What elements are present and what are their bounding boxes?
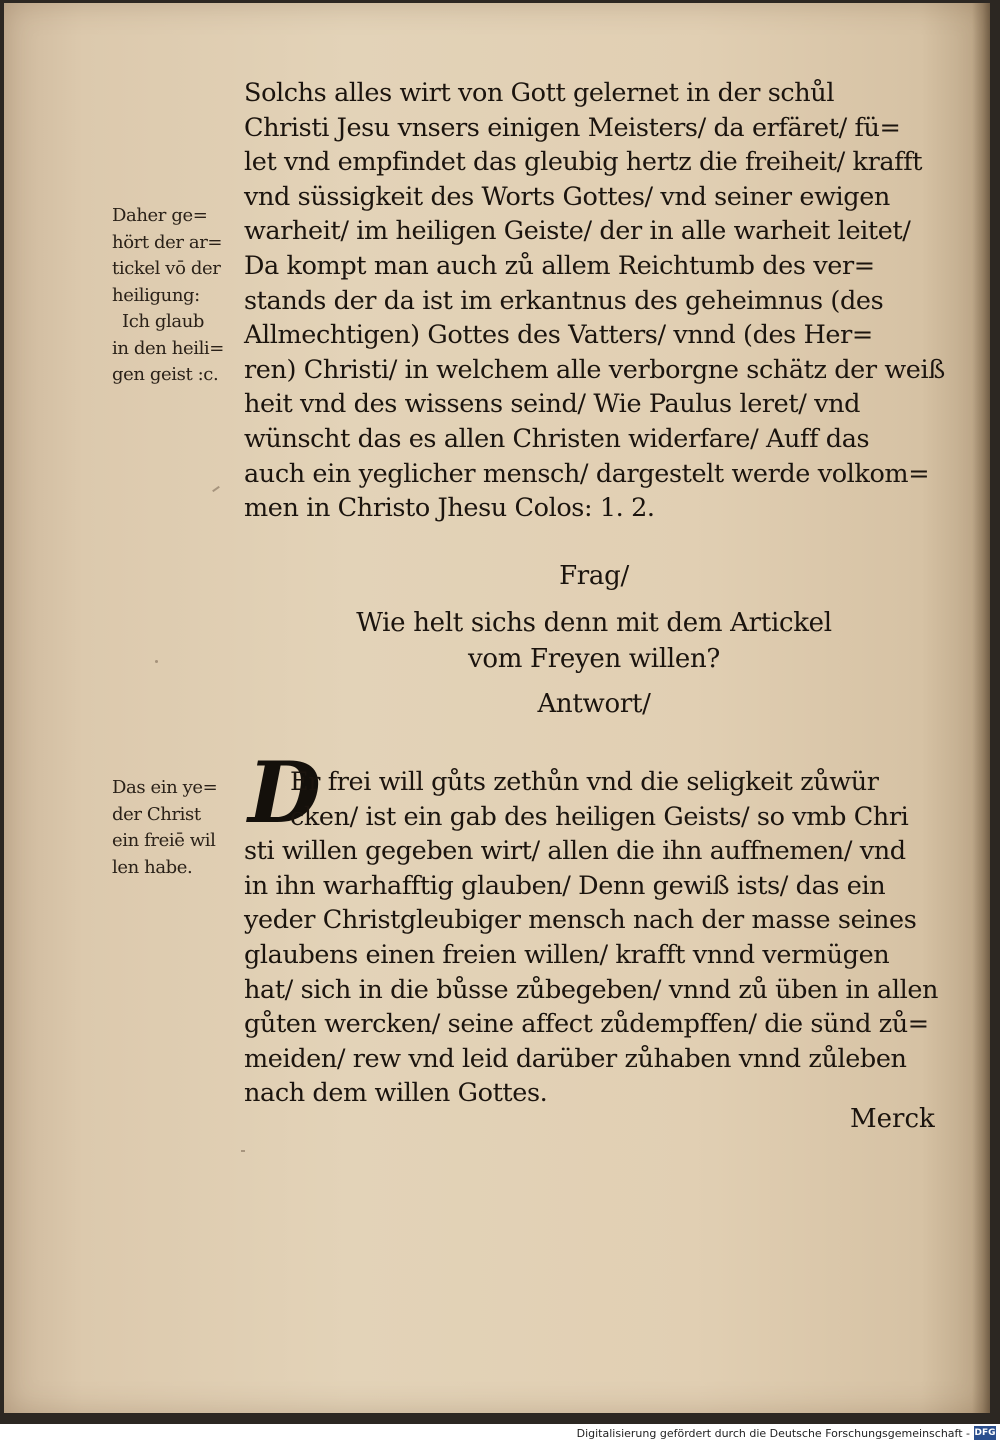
main-line: warheit/ im heiligen Geiste/ der in alle warheit leitet/ — [244, 216, 911, 247]
margin-note-freier-wille — [112, 775, 242, 881]
main-line: heit vnd des wissens seind/ Wie Paulus leret/ vnd — [244, 389, 861, 420]
answer-line: sti willen gegeben wirt/ allen die ihn auffnemen/ vnd — [244, 836, 906, 867]
answer-line: nach dem willen Gottes. — [244, 1078, 548, 1109]
footer-credit: Digitalisierung gefördert durch die Deutsche Forschungsgemeinschaft - — [576, 1427, 970, 1440]
margin-line: der Christ — [112, 803, 201, 825]
main-line: Christi Jesu vnsers einigen Meisters/ da erfäret/ fü= — [244, 112, 901, 143]
margin-line: ein freiē wil — [112, 830, 216, 851]
margin-line: hört der ar= — [112, 231, 223, 253]
answer-line: hat/ sich in die bůsse zůbegeben/ vnnd zů üben in allen — [244, 974, 939, 1005]
margin-line: gen geist :c. — [112, 364, 219, 385]
drop-cap-letter: D — [248, 743, 321, 842]
question-line-2: vom Freyen willen? — [467, 644, 721, 674]
main-line: let vnd empfindet das gleubig hertz die freiheit/ krafft — [244, 147, 923, 178]
main-line: Solchs alles wirt von Gott gelernet in der schůl — [244, 78, 835, 108]
page-edge-shadow — [972, 3, 990, 1413]
answer-line: meiden/ rew vnd leid darüber zůhaben vnnd zůleben — [244, 1043, 907, 1074]
margin-line: Daher ge= — [112, 205, 208, 226]
answer-line: in ihn warhafftig glauben/ Denn gewiß ists/ das ein — [244, 870, 886, 901]
margin-note-heiligung — [112, 203, 242, 389]
margin-line: Ich glaub — [122, 311, 205, 332]
answer-line: gůten wercken/ seine affect zůdempffen/ die sünd zů= — [244, 1009, 929, 1040]
answer-label: Antwort/ — [537, 689, 651, 719]
main-line: wünscht das es allen Christen widerfare/ Auff das — [244, 423, 870, 454]
main-line: Allmechtigen) Gottes des Vatters/ vnnd (des Her= — [244, 320, 873, 351]
answer-line: Er frei will gůts zethůn vnd die seligkeit zůwür — [290, 767, 879, 797]
main-paragraph — [244, 76, 944, 526]
question-label: Frag/ — [559, 561, 629, 591]
answer-paragraph — [244, 765, 944, 1111]
main-line: Da kompt man auch zů allem Reichtumb des ver= — [244, 250, 875, 281]
ink-speck — [241, 1150, 245, 1152]
main-line: vnd süssigkeit des Worts Gottes/ vnd seiner ewigen — [244, 181, 890, 212]
margin-line: len habe. — [112, 856, 193, 878]
answer-line: cken/ ist ein gab des heiligen Geists/ so vmb Chri — [290, 801, 909, 832]
answer-line: yeder Christgleubiger mensch nach der masse seines — [244, 905, 917, 936]
main-line: ren) Christi/ in welchem alle verborgne schätz der weiß — [244, 354, 945, 385]
catchword: Merck — [850, 1104, 935, 1134]
margin-line: in den heili= — [112, 337, 224, 359]
ink-speck — [155, 660, 158, 663]
answer-line: glaubens einen freien willen/ krafft vnnd vermügen — [244, 939, 890, 970]
margin-line: tickel vō der — [112, 258, 221, 279]
dfg-logo: DFG — [974, 1428, 996, 1438]
main-line: auch ein yeglicher mensch/ dargestelt werde volkom= — [244, 458, 930, 489]
margin-line: Das ein ye= — [112, 777, 218, 798]
main-line: men in Christo Jhesu Colos: 1. 2. — [244, 493, 655, 524]
margin-line: heiligung: — [112, 284, 200, 306]
main-line: stands der da ist im erkantnus des geheimnus (des — [244, 285, 884, 316]
question-line-1: Wie helt sichs denn mit dem Artickel — [356, 608, 832, 638]
